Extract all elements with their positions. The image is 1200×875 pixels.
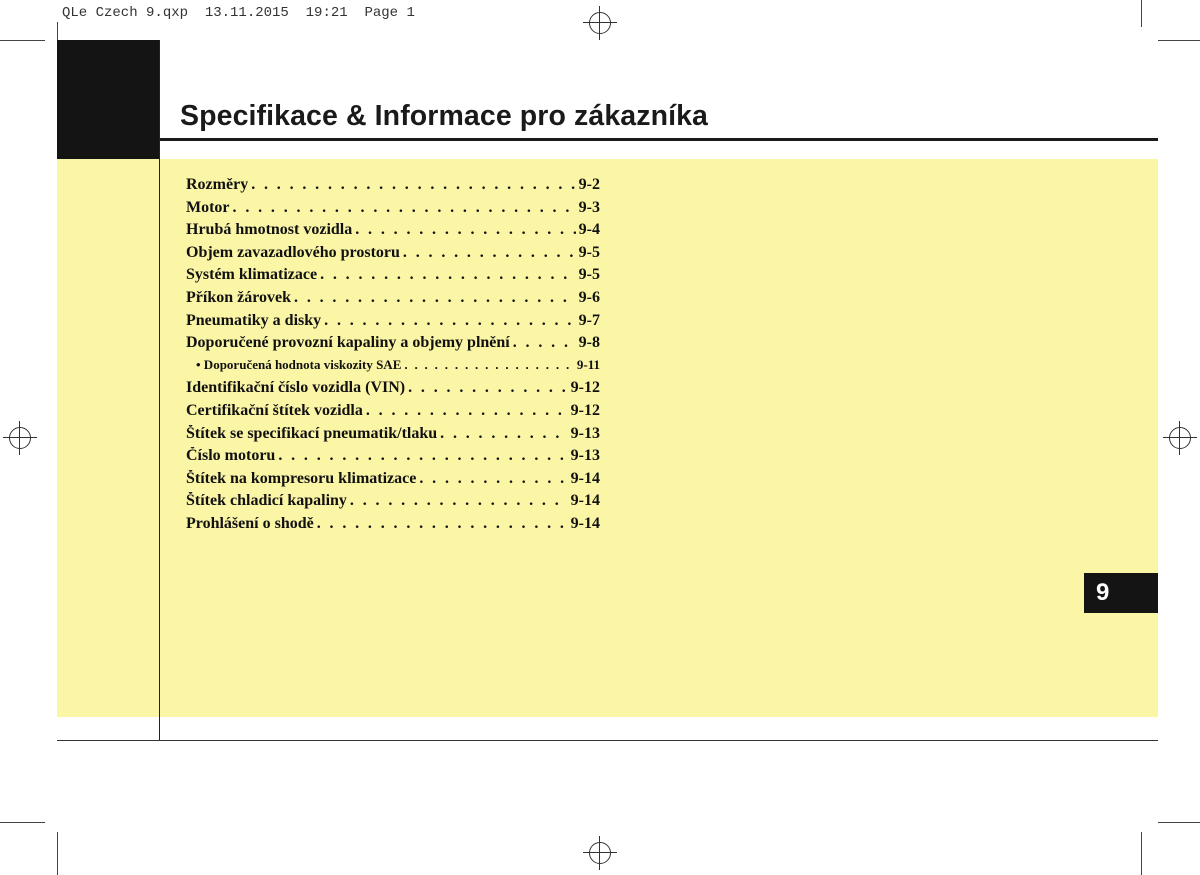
bottom-rule [57,740,1158,741]
toc-entry-page-number: 9-5 [578,243,600,261]
crop-mark-bottom-left-h [0,822,45,823]
toc-entry-page-number: 9-8 [578,334,600,352]
toc-entry[interactable] [186,176,600,199]
registration-mark-bottom [583,836,617,870]
toc-entry-page-number: 9-4 [578,221,600,239]
crop-mark-top-right-h [1158,40,1200,41]
toc-entry-page-number: 9-13 [570,424,600,442]
toc-dot-leader [403,244,576,262]
toc-entry-page-number: 9-14 [570,469,600,487]
toc-entry-page-number: 9-7 [578,311,600,329]
toc-entry[interactable] [186,470,600,493]
toc-entry-label: Rozměry [186,176,249,193]
toc-entry-label: Prohlášení o shodě [186,514,314,532]
toc-entry[interactable] [186,515,600,538]
toc-entry-page-number: 9-11 [576,356,600,372]
toc-dot-leader [419,470,567,488]
toc-entry-label: Doporučené provozní kapaliny a objemy plnění [186,334,510,352]
toc-entry[interactable] [186,312,600,335]
crop-mark-bottom-right-v [1141,832,1142,875]
toc-dot-leader [350,492,568,510]
toc-dot-leader [317,515,568,533]
toc-entry[interactable] [186,425,600,448]
toc-dot-leader [408,379,568,397]
toc-entry-page-number: 9-2 [578,176,600,193]
toc-entry[interactable] [186,266,600,289]
toc-entry[interactable] [186,199,600,222]
toc-entry-page-number: 9-13 [570,447,600,465]
toc-dot-leader [355,221,575,239]
toc-entry[interactable] [186,334,600,357]
toc-entry-label: Systém klimatizace [186,266,318,284]
toc-subentry[interactable] [186,357,600,380]
print-slug-line: QLe Czech 9.qxp 13.11.2015 19:21 Page 1 [62,5,415,21]
toc-entry-label: Objem zavazadlového prostoru [186,243,400,261]
toc-entry[interactable] [186,221,600,244]
toc-entry[interactable] [186,379,600,402]
title-underline [160,138,1158,141]
toc-entry-page-number: 9-12 [570,379,600,397]
left-margin-rule [159,40,160,740]
toc-entry-label: Číslo motoru [186,447,276,465]
toc-dot-leader [278,447,567,465]
toc-entry-label: Certifikační štítek vozidla [186,401,363,419]
page-title: Specifikace & Informace pro zákazníka [180,100,708,132]
toc-entry[interactable] [186,289,600,312]
toc-dot-leader [404,357,574,373]
toc-entry[interactable] [186,244,600,267]
toc-entry-label: • Doporučená hodnota viskozity SAE [196,356,402,372]
toc-entry-label: Identifikační číslo vozidla (VIN) [186,379,406,397]
toc-entry-page-number: 9-3 [578,198,600,216]
toc-dot-leader [440,425,568,443]
toc-dot-leader [233,199,576,217]
toc-dot-leader [513,334,576,352]
toc-entry-label: Příkon žárovek [186,288,292,306]
toc-entry[interactable] [186,447,600,470]
toc-entry-page-number: 9-12 [570,401,600,419]
toc-entry-label: Štítek na kompresoru klimatizace [186,469,417,487]
toc-entry[interactable] [186,492,600,515]
toc-dot-leader [366,402,568,420]
toc-entry-label: Motor [186,198,230,216]
registration-mark-left [3,421,37,455]
table-of-contents [186,176,600,538]
toc-entry-label: Hrubá hmotnost vozidla [186,221,353,239]
toc-entry-page-number: 9-14 [570,492,600,510]
toc-entry-label: Štítek se specifikací pneumatik/tlaku [186,424,438,442]
registration-mark-top [583,6,617,40]
registration-mark-right [1163,421,1197,455]
crop-mark-top-left-h [0,40,45,41]
toc-entry-page-number: 9-6 [578,288,600,306]
crop-mark-bottom-right-h [1158,822,1200,823]
toc-entry-label: Štítek chladicí kapaliny [186,492,347,510]
toc-dot-leader [320,266,576,284]
toc-dot-leader [251,176,575,194]
toc-entry[interactable] [186,402,600,425]
crop-mark-top-right-v [1141,0,1142,27]
chapter-tab: 9 [1084,573,1158,613]
toc-entry-page-number: 9-5 [578,266,600,284]
toc-entry-page-number: 9-14 [570,514,600,532]
chapter-header-block [57,40,160,159]
toc-dot-leader [324,312,576,330]
crop-mark-bottom-left-v [57,832,58,875]
toc-dot-leader [294,289,576,307]
toc-entry-label: Pneumatiky a disky [186,311,322,329]
